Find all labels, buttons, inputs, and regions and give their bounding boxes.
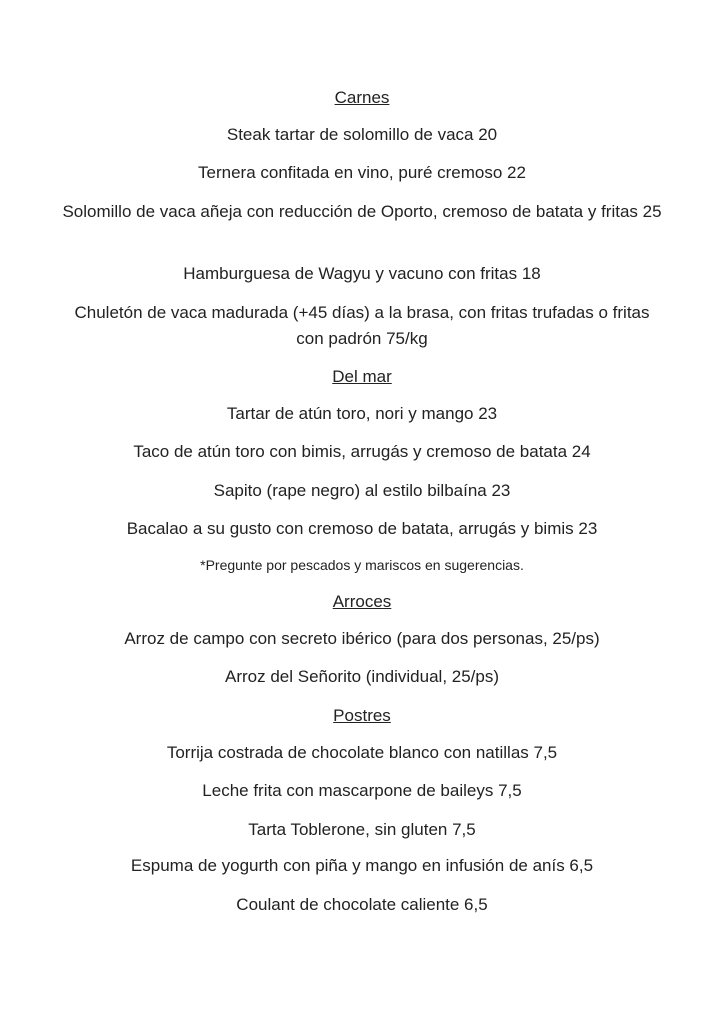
menu-item: Steak tartar de solomillo de vaca 20 — [226, 125, 498, 144]
menu-item: Taco de atún toro con bimis, arrugás y cremoso de batata 24 — [133, 442, 591, 461]
section-heading-arroces: Arroces — [332, 592, 392, 611]
menu-item: Hamburguesa de Wagyu y vacuno con fritas 18 — [183, 264, 541, 283]
section-heading-carnes: Carnes — [334, 88, 390, 107]
menu-item: Arroz del Señorito (individual, 25/ps) — [224, 667, 500, 686]
menu-item: Bacalao a su gusto con cremoso de batata, arrugás y bimis 23 — [126, 519, 598, 538]
menu-item: Tarta Toblerone, sin gluten 7,5 — [248, 820, 476, 839]
menu-item: Coulant de chocolate caliente 6,5 — [236, 895, 488, 914]
menu-item: Espuma de yogurth con piña y mango en infusión de anís 6,5 — [130, 856, 594, 875]
section-heading-del-mar: Del mar — [332, 367, 392, 386]
menu-item: Torrija costrada de chocolate blanco con natillas 7,5 — [166, 743, 558, 762]
menu-item: Ternera confitada en vino, puré cremoso 22 — [198, 163, 526, 182]
menu-item: Chuletón de vaca madurada (+45 días) a la brasa, con fritas trufadas o fritas con padrón 75/kg — [74, 303, 650, 348]
section-heading-postres: Postres — [333, 706, 391, 725]
section-note: *Pregunte por pescados y mariscos en sugerencias. — [200, 557, 524, 573]
menu-item: Tartar de atún toro, nori y mango 23 — [226, 404, 498, 423]
menu-item: Solomillo de vaca añeja con reducción de Oporto, cremoso de batata y fritas 25 — [62, 202, 662, 221]
menu-item: Arroz de campo con secreto ibérico (para dos personas, 25/ps) — [124, 629, 600, 648]
menu-item: Leche frita con mascarpone de baileys 7,5 — [202, 781, 522, 800]
menu-item: Sapito (rape negro) al estilo bilbaína 23 — [213, 481, 511, 500]
